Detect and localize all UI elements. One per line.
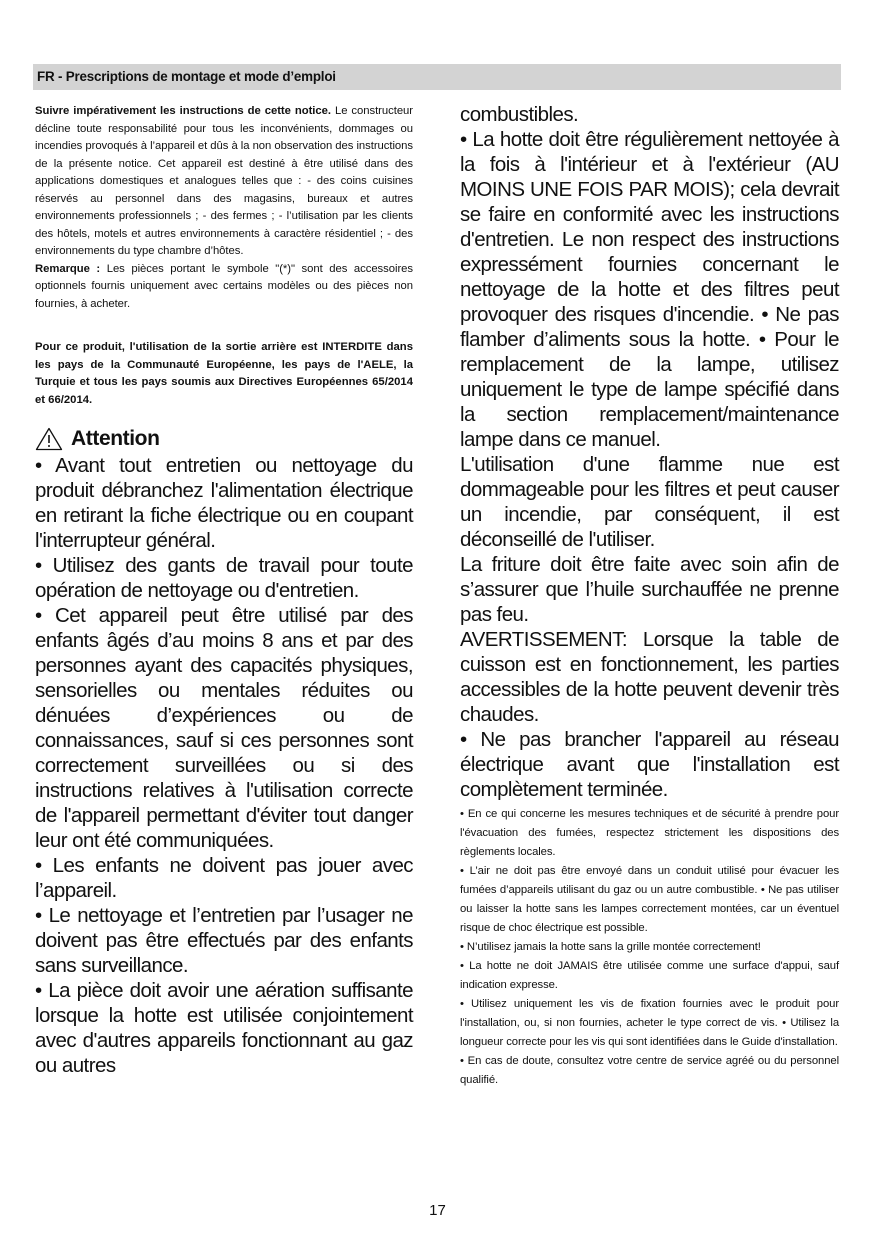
right-paragraph-6: • Ne pas brancher l'appareil au réseau électrique avant que l'installation est complètement terminée. bbox=[460, 728, 839, 801]
left-bullet-5: • Le nettoyage et l’entretien par l’usager ne doivent pas être effectués par des enfants sans surveillance. bbox=[35, 904, 413, 977]
right-small-5: • Utilisez uniquement les vis de fixation fournies avec le produit pour l'installation, ou, si non fournies, acheter le type correct de vis. • Utilisez la longueur correcte pour les vis qui sont identifiées dans le Guide d'installation. bbox=[460, 998, 839, 1048]
right-paragraph-5: AVERTISSEMENT: Lorsque la table de cuisson est en fonctionnement, les parties accessibles de la hotte peuvent devenir très chaudes. bbox=[460, 628, 839, 726]
right-paragraph-1: combustibles. bbox=[460, 103, 579, 126]
section-title: FR - Prescriptions de montage et mode d’emploi bbox=[37, 69, 336, 84]
page-number: 17 bbox=[429, 1202, 446, 1219]
left-bullet-6: • La pièce doit avoir une aération suffisante lorsque la hotte est utilisée conjointement avec d'autres appareils fonctionnant au gaz ou autres bbox=[35, 979, 413, 1077]
attention-heading bbox=[35, 425, 413, 453]
left-column bbox=[35, 103, 413, 1078]
right-paragraph-2: • La hotte doit être régulièrement nettoyée à la fois à l'intérieur et à l'extérieur (AU MOINS UNE FOIS PAR MOIS); cela devrait se faire en conformité avec les instructions d'entretien. Le non respect des instructions expressément fournies concernant le nettoyage de la hotte et des filtres peut provoquer des risques d'incendie. • Ne pas flamber d’aliments sous la hotte. • Pour le remplacement de la lampe, utilisez uniquement le type de lampe spécifié dans la section remplacement/maintenance lampe dans ce manuel. bbox=[460, 128, 839, 451]
rear-outlet-warning: Pour ce produit, l'utilisation de la sortie arrière est INTERDITE dans les pays de la Communauté Européenne, les pays de l'AELE, la Turquie et tous les pays soumis aux Directives Européennes 65/2014 et 66/2014. bbox=[35, 341, 413, 406]
intro-bold: Suivre impérativement les instructions de cette notice. bbox=[35, 105, 331, 117]
right-paragraph-4: La friture doit être faite avec soin afin de s’assurer que l’huile surchauffée ne prenne pas feu. bbox=[460, 553, 839, 626]
right-paragraph-3: L'utilisation d'une flamme nue est dommageable pour les filtres et peut causer un incendie, par conséquent, il est déconseillé de l'utiliser. bbox=[460, 453, 839, 551]
attention-title: Attention bbox=[71, 427, 160, 450]
remark-paragraph bbox=[35, 261, 413, 314]
left-bullet-2: • Utilisez des gants de travail pour toute opération de nettoyage ou d'entretien. bbox=[35, 554, 413, 602]
left-bullet-3: • Cet appareil peut être utilisé par des enfants âgés d’au moins 8 ans et par des personnes ayant des capacités physiques, sensorielles ou mentales réduites ou dénuées d’expériences ou de connaissances, sauf si ces personnes sont correctement surveillées ou si des instructions relatives à l'utilisation correcte de l'appareil permettant d'éviter tout danger leur ont été communiquées. bbox=[35, 604, 413, 852]
remark-bold: Remarque : bbox=[35, 262, 101, 275]
right-column bbox=[460, 102, 839, 1090]
right-small-4: • La hotte ne doit JAMAIS être utilisée comme une surface d'appui, sauf indication expresse. bbox=[460, 960, 839, 991]
right-small-3: • N’utilisez jamais la hotte sans la grille montée correctement! bbox=[460, 941, 761, 953]
left-bullet-4: • Les enfants ne doivent pas jouer avec l’appareil. bbox=[35, 854, 413, 902]
intro-paragraph bbox=[35, 103, 413, 261]
left-bullet-1: • Avant tout entretien ou nettoyage du produit débranchez l'alimentation électrique en retirant la fiche électrique ou en coupant l'interrupteur général. bbox=[35, 454, 413, 552]
section-header bbox=[33, 64, 841, 90]
right-small-6: • En cas de doute, consultez votre centre de service agréé ou du personnel qualifié. bbox=[460, 1055, 839, 1086]
warning-triangle-icon bbox=[35, 427, 63, 451]
right-small-2: • L’air ne doit pas être envoyé dans un conduit utilisé pour évacuer les fumées d’appareils utilisant du gaz ou un autre combustible. • Ne pas utiliser ou laisser la hotte sans les lampes correctement montées, car un éventuel risque de choc électrique est possible. bbox=[460, 865, 839, 934]
remark-text: Les pièces portant le symbole "(*)" sont des accessoires optionnels fournis uniquement avec certains modèles ou des pièces non fournies, à acheter. bbox=[35, 262, 413, 310]
intro-text: Le constructeur décline toute responsabilité pour tous les inconvénients, dommages ou incendies provoqués à l’appareil et dûs à la non observation des instructions de la présente notice. Cet appareil est destiné à être utilisé dans des applications domestiques et analogues telles que : - des coins cuisines réservés au personnel dans des magasins, bureaux et autres environnements professionnels ; - des fermes ; - l’utilisation par les clients des hôtels, motels et autres environnements à caractère résidentiel ; - des environnements du type chambre d’hôtes. bbox=[35, 105, 413, 257]
right-small-1: • En ce qui concerne les mesures techniques et de sécurité à prendre pour l'évacuation des fumées, respectez strictement les dispositions des règlements locales. bbox=[460, 808, 839, 858]
